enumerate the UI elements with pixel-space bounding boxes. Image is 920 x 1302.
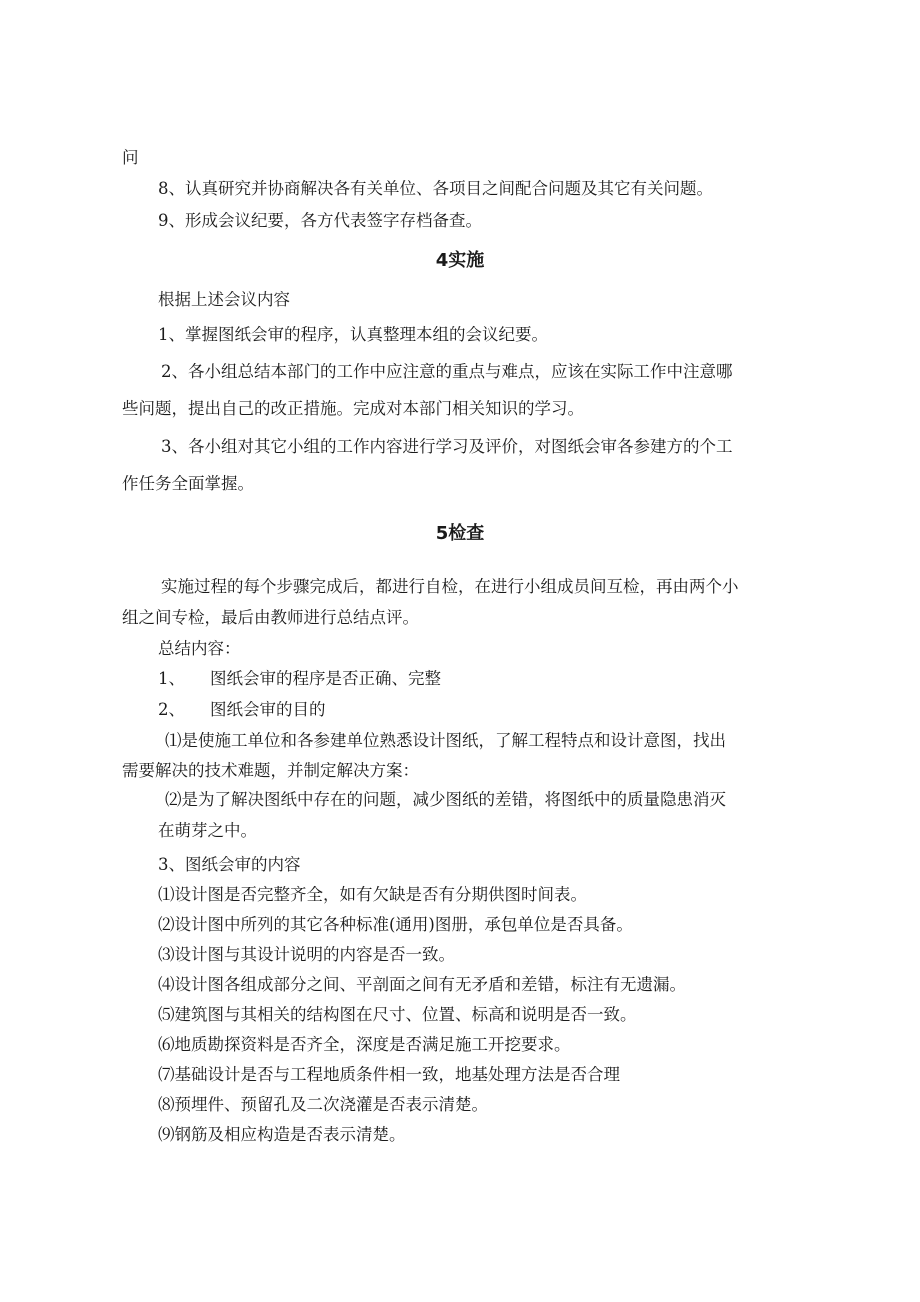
text-line: 总结内容：: [158, 639, 241, 658]
text-line: 些问题，提出自己的改正措施。完成对本部门相关知识的学习。: [122, 399, 584, 418]
section-heading: 5检查: [435, 523, 485, 544]
text-line: 在萌芽之中。: [158, 821, 257, 840]
text-line: 1、掌握图纸会审的程序，认真整理本组的会议纪要。: [158, 325, 548, 344]
text-line: ⑷设计图各组成部分之间、平剖面之间有无矛盾和差错，标注有无遗漏。: [158, 975, 686, 994]
text-line: ⑸建筑图与其相关的结构图在尺寸、位置、标高和说明是否一致。: [158, 1005, 637, 1024]
text-line: 图纸会审的程序是否正确、完整: [210, 669, 441, 688]
text-line: 3、图纸会审的内容: [158, 855, 301, 874]
text-line: 实施过程的每个步骤完成后，都进行自检，在进行小组成员间互检，再由两个小: [161, 577, 739, 596]
text-line: ⑼钢筋及相应构造是否表示清楚。: [158, 1125, 406, 1144]
text-line: 图纸会审的目的: [210, 700, 326, 719]
text-line: 2、各小组总结本部门的工作中应注意的重点与难点，应该在实际工作中注意哪: [161, 362, 733, 381]
list-number: 2、: [158, 700, 185, 719]
text-line: 问: [122, 148, 139, 167]
list-number: 1、: [158, 669, 185, 688]
text-line: ⑴是使施工单位和各参建单位熟悉设计图纸，了解工程特点和设计意图，找出: [165, 731, 726, 750]
text-line: ⑹地质勘探资料是否齐全，深度是否满足施工开挖要求。: [158, 1035, 571, 1054]
text-line: ⑻预埋件、预留孔及二次浇灌是否表示清楚。: [158, 1095, 488, 1114]
text-line: ⑺基础设计是否与工程地质条件相一致，地基处理方法是否合理: [158, 1065, 620, 1084]
text-line: 9、形成会议纪要，各方代表签字存档备查。: [158, 211, 482, 230]
text-line: ⑶设计图与其设计说明的内容是否一致。: [158, 945, 455, 964]
text-line: 8、认真研究并协商解决各有关单位、各项目之间配合问题及其它有关问题。: [158, 179, 713, 198]
text-line: 需要解决的技术难题，并制定解决方案：: [122, 761, 419, 780]
text-line: ⑵设计图中所列的其它各种标准(通用)图册，承包单位是否具备。: [158, 915, 633, 934]
text-line: 作任务全面掌握。: [122, 474, 254, 493]
text-line: 根据上述会议内容: [158, 290, 290, 309]
section-heading: 4实施: [435, 250, 485, 271]
text-line: ⑵是为了解决图纸中存在的问题，减少图纸的差错，将图纸中的质量隐患消灭: [165, 790, 726, 809]
text-line: 3、各小组对其它小组的工作内容进行学习及评价，对图纸会审各参建方的个工: [161, 437, 733, 456]
text-line: 组之间专检，最后由教师进行总结点评。: [122, 608, 419, 627]
text-line: ⑴设计图是否完整齐全，如有欠缺是否有分期供图时间表。: [158, 885, 587, 904]
